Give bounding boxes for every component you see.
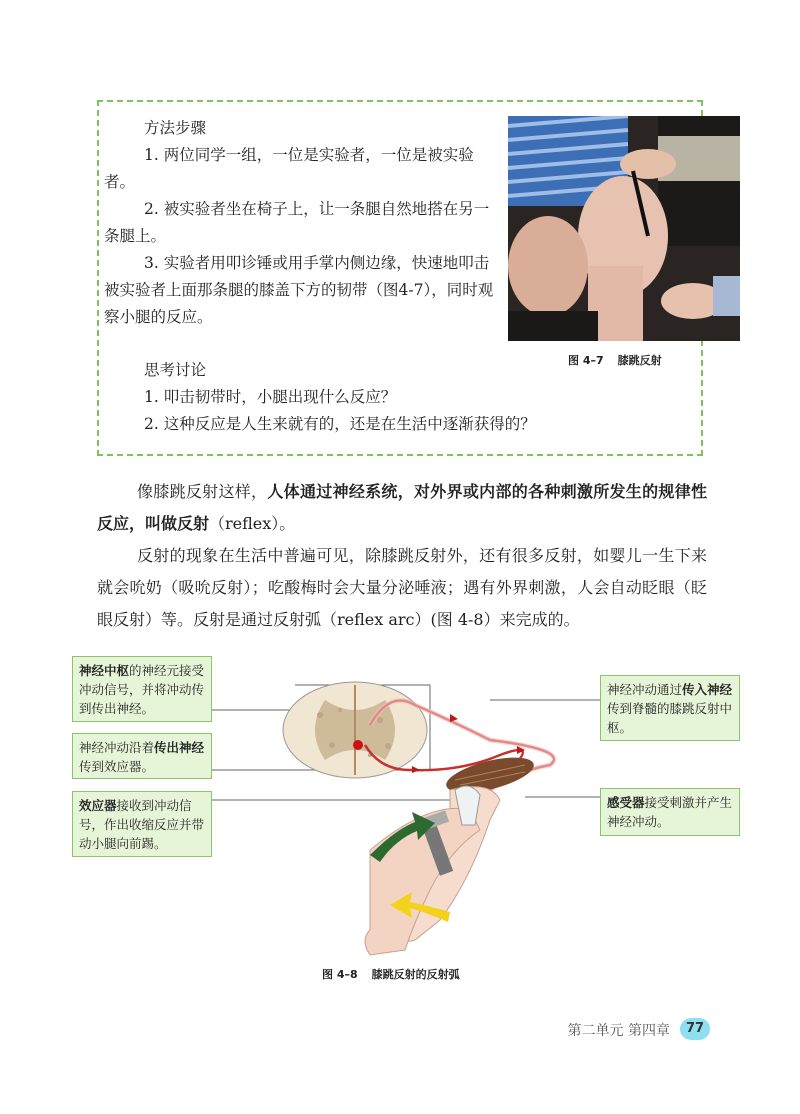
label-nerve-center: [72, 656, 212, 722]
knee-reflex-photo: [508, 116, 740, 341]
reflex-arc-diagram: [70, 650, 750, 960]
chapter-footer: 第二单元 第四章: [567, 1023, 670, 1039]
afferent-bold: 传入神经: [682, 682, 733, 697]
definition-lead: 像膝跳反射这样，: [137, 482, 268, 501]
figure-number: 图 4–7: [568, 354, 604, 367]
label-afferent-nerve: [600, 675, 740, 741]
definition-bold: 人体通过神经系统，对外界或内部的各种刺激所发生的规律性反应，叫做反射: [97, 482, 707, 533]
center-bold: 神经中枢: [79, 663, 130, 678]
effector-bold: 效应器: [79, 798, 117, 813]
step-3: 3. 实验者用叩诊锤或用手掌内侧边缘，快速地叩击被实验者上面那条腿的膝盖下方的韧带（图4-7），同时观察小腿的反应。: [104, 254, 494, 326]
center-text: 的神经元接受冲动信号，并将冲动传到传出神经。: [79, 663, 205, 716]
figure-title: 膝跳反射的反射弧: [371, 968, 460, 981]
discussion: [104, 357, 664, 438]
discuss-title: 思考讨论: [144, 361, 207, 379]
efferent-post: 传到效应器。: [79, 759, 155, 774]
question-2: 2. 这种反应是人生来就有的，还是在生活中逐渐获得的？: [144, 415, 536, 433]
afferent-post: 传到脊髓的膝跳反射中枢。: [607, 701, 733, 735]
page-number: 77: [680, 1018, 710, 1040]
figure-4-8-caption: [322, 966, 460, 982]
efferent-bold: 传出神经: [154, 740, 205, 755]
examples-text: 反射的现象在生活中普遍可见，除膝跳反射外，还有很多反射，如婴儿一生下来就会吮奶（吸吮反射）；吃酸梅时会大量分泌唾液；遇有外界刺激，人会自动眨眼（眨眼反射）等。反射是通过反射弧（reflex arc）(图 4-8）来完成的。: [97, 546, 707, 629]
figure-number: 图 4–8: [322, 968, 358, 981]
reflex-definition: [97, 476, 707, 540]
receptor-bold: 感受器: [607, 795, 645, 810]
method-steps: [104, 115, 499, 331]
receptor-text: 接受刺激并产生神经冲动。: [607, 795, 733, 829]
effector-text: 接收到冲动信号，作出收缩反应并带动小腿向前踢。: [79, 798, 205, 851]
efferent-pre: 神经冲动沿着: [79, 740, 155, 755]
step-2: 2. 被实验者坐在椅子上，让一条腿自然地搭在另一条腿上。: [104, 200, 490, 245]
label-effector: [72, 791, 212, 857]
afferent-pre: 神经冲动通过: [607, 682, 683, 697]
method-title: 方法步骤: [144, 119, 207, 137]
reflex-examples: [97, 540, 707, 636]
step-1: 1. 两位同学一组，一位是实验者，一位是被实验者。: [104, 146, 474, 191]
question-1: 1. 叩击韧带时，小腿出现什么反应？: [144, 388, 397, 406]
figure-4-7-caption: [568, 352, 662, 368]
label-receptor: [600, 788, 740, 836]
definition-tail: （reflex）。: [209, 514, 296, 533]
figure-title: 膝跳反射: [617, 354, 662, 367]
label-efferent-nerve: [72, 733, 212, 779]
